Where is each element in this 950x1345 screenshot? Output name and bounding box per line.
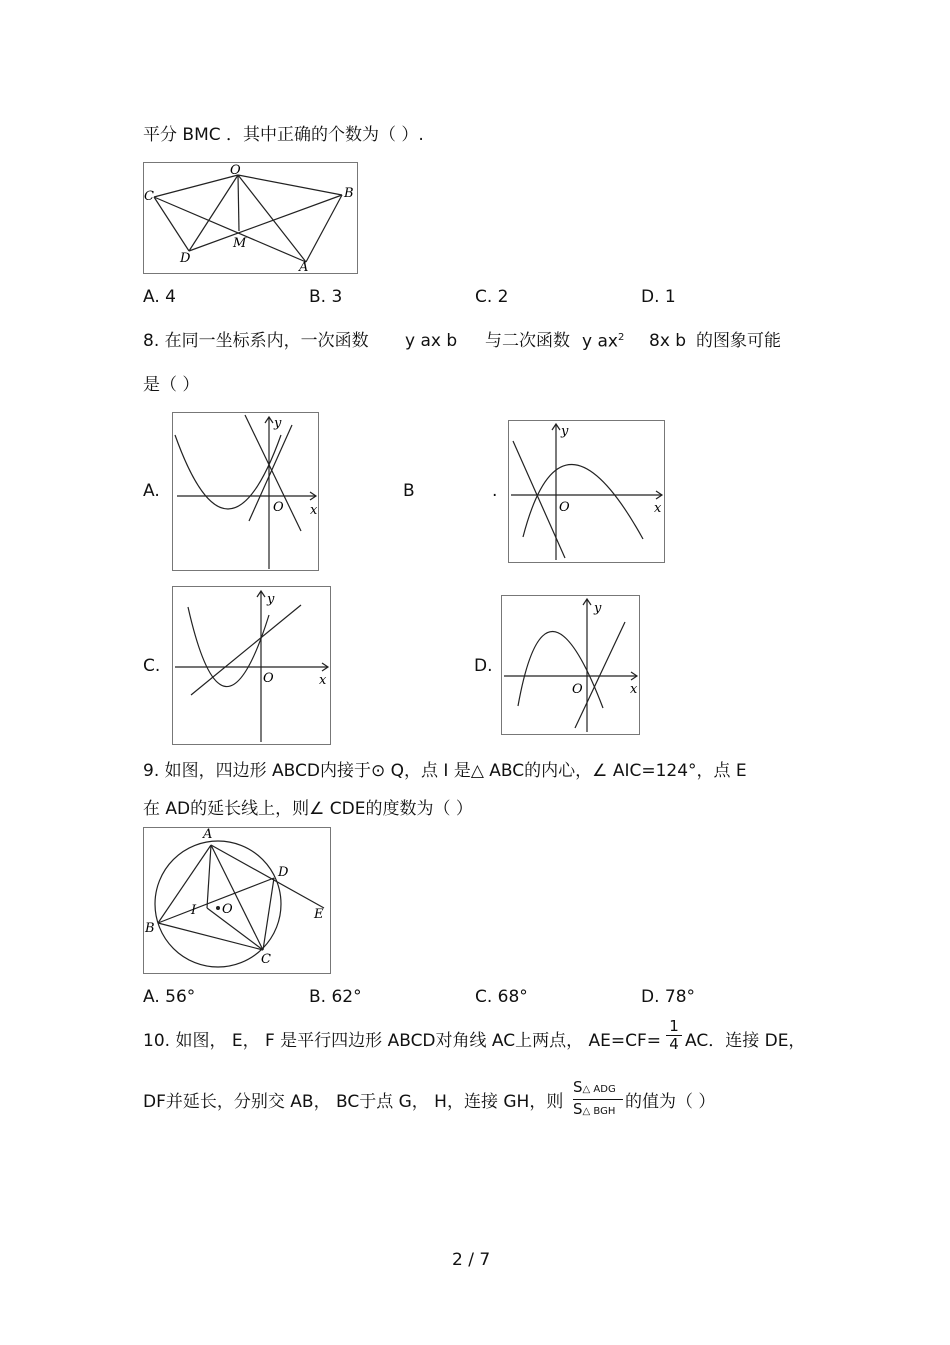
q8-line1-mid: 与二次函数 (485, 331, 570, 351)
q7-tail-text: 平分 BMC ．其中正确的个数为（ ）. (143, 125, 424, 145)
svg-text:B: B (145, 921, 155, 936)
svg-text:O: O (559, 500, 570, 515)
q10-line2-end: 的值为（ ） (625, 1092, 716, 1112)
svg-text:D: D (278, 865, 289, 880)
svg-text:E: E (314, 907, 324, 922)
svg-text:O: O (572, 682, 583, 697)
svg-text:O: O (222, 902, 233, 917)
q9-option-d: D. 78° (641, 987, 696, 1007)
q9-line1: 9. 如图，四边形 ABCD内接于⊙ Q，点 I 是△ ABC的内心，∠ AIC=124°，点 E (143, 761, 747, 781)
page-number: 2 / 7 (452, 1250, 491, 1270)
q7-label-b: B (344, 186, 354, 201)
q8-option-a-label: A. (143, 481, 160, 501)
q8-option-c-label: C. (143, 656, 161, 676)
svg-text:y: y (561, 424, 569, 439)
svg-text:x: x (630, 682, 638, 697)
q8-line1-start: 8. 在同一坐标系内，一次函数 (143, 331, 369, 351)
q8-line2: 是（ ） (143, 375, 200, 395)
svg-text:x: x (654, 501, 662, 516)
q7-label-c: C (144, 189, 154, 204)
q9-figure (143, 827, 331, 974)
q8-line1-end: 的图象可能 (696, 331, 781, 351)
q9-option-a: A. 56° (143, 987, 196, 1007)
q9-option-b: B. 62° (309, 987, 362, 1007)
q8-quadratic-function: y $ax^2$ (582, 331, 625, 352)
q7-label-a: A (299, 260, 309, 273)
q8-graph-c (172, 586, 331, 745)
q8-option-b-label: B (403, 481, 415, 501)
svg-text:y: y (274, 416, 282, 431)
q7-figure (143, 162, 358, 274)
svg-text:y: y (594, 601, 602, 616)
svg-text:I: I (191, 903, 197, 918)
q7-option-a: A. 4 (143, 287, 176, 307)
q8-graph-a (172, 412, 319, 571)
svg-text:y: y (267, 592, 275, 607)
q7-label-m: M (233, 236, 247, 251)
svg-text:O: O (263, 671, 274, 686)
q10-line1-end: AC．连接 DE， (685, 1031, 806, 1051)
svg-text:C: C (261, 952, 271, 967)
q7-label-d: D (180, 251, 191, 266)
q7-option-b: B. 3 (309, 287, 343, 307)
q9-option-c: C. 68° (475, 987, 528, 1007)
q10-line1-start: 10. 如图， E， F 是平行四边形 ABCD对角线 AC上两点， AE=CF= (143, 1031, 662, 1051)
svg-text:O: O (273, 500, 284, 515)
q10-area-ratio: S△ ADG S△ BGH (573, 1078, 623, 1121)
q8-graph-b (508, 420, 665, 563)
svg-text:x: x (310, 503, 318, 518)
q8-graph-d (501, 595, 640, 735)
q9-line2: 在 AD的延长线上，则∠ CDE的度数为（ ） (143, 799, 473, 819)
q7-option-d: D. 1 (641, 287, 676, 307)
q8-option-b-dot: . (492, 481, 498, 501)
q8-linear-function: y ax b (405, 331, 458, 351)
q8-quadratic-tail: 8x b (649, 331, 687, 351)
svg-text:x: x (319, 673, 327, 688)
q10-fraction: $\frac{1}{4}$ (666, 1018, 682, 1053)
q10-line2-start: DF并延长，分别交 AB， BC于点 G， H，连接 GH，则 (143, 1092, 564, 1112)
svg-text:A: A (203, 828, 213, 842)
q7-option-c: C. 2 (475, 287, 509, 307)
q7-label-o: O (230, 163, 241, 178)
q8-option-d-label: D. (474, 656, 493, 676)
